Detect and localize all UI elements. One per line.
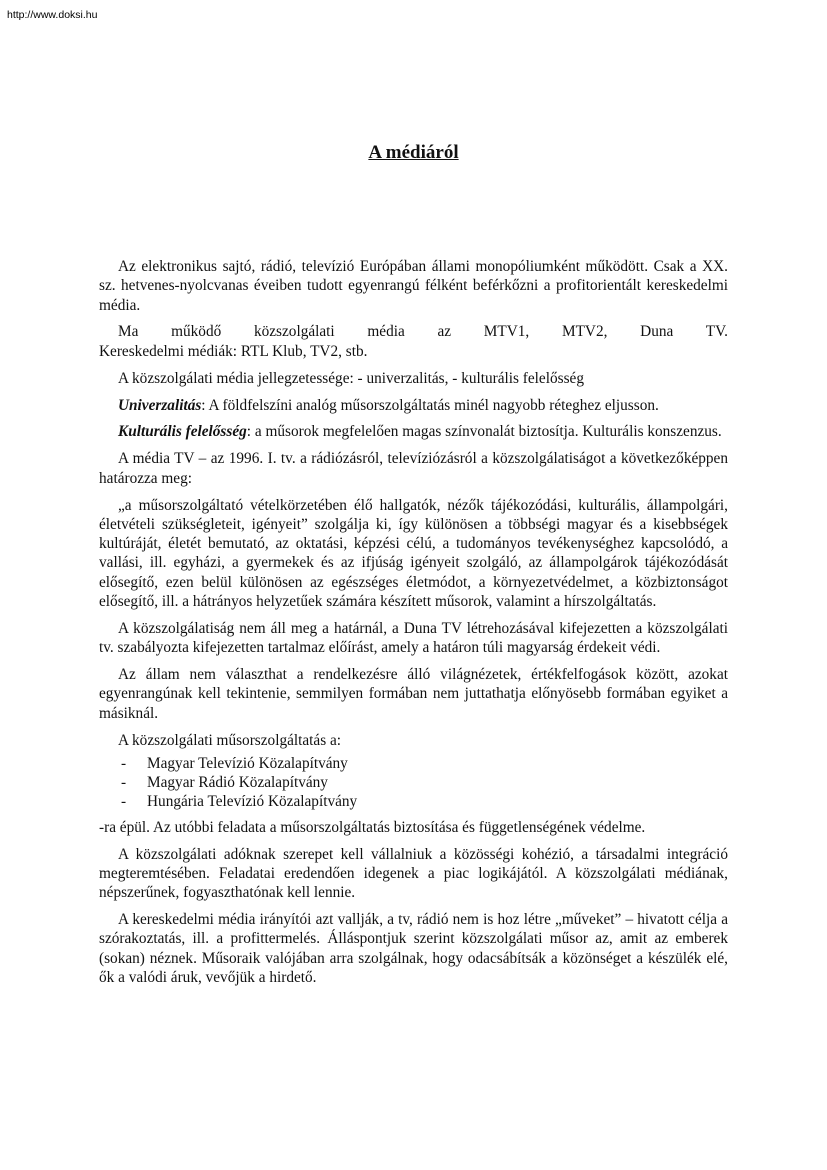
paragraph-law-definition: A média TV – az 1996. I. tv. a rádiózásról, televíziózásról a közszolgálatiságot a következőképpen határozza meg: bbox=[99, 450, 728, 487]
commercial-media-line: Kereskedelmi médiák: RTL Klub, TV2, stb. bbox=[99, 342, 368, 360]
foundation-list bbox=[99, 754, 728, 812]
paragraph-public-broadcasters: A közszolgálati adóknak szerepet kell vállalniuk a közösségi kohézió, a társadalmi integráció megteremtésében. Feladatai eredendően idegenek a piac logikájától. A közszolgálati médiának, népszerűnek, fogyaszthatónak kell lennie. bbox=[99, 845, 728, 902]
paragraph-state-neutrality: Az állam nem választhat a rendelkezésre álló világnézetek, értékfelfogások között, azokat egyenrangúnak kell tekintenie, semmilyen formában nem juttathatja előnyösebb formában egyiket a másiknál. bbox=[99, 666, 728, 722]
term-universality: Univerzalitás bbox=[118, 396, 202, 414]
paragraph-universality bbox=[99, 396, 728, 415]
list-item-text: Hungária Televízió Közalapítvány bbox=[147, 793, 358, 811]
cultural-responsibility-definition: : a műsorok megfelelően magas színvonalát biztosítja. Kulturális konszenzus. bbox=[246, 423, 722, 441]
paragraph-law-quote: „a műsorszolgáltató vételkörzetében élő hallgatók, nézők tájékozódási, kulturális, állampolgári, életvételi szükségleteit, igényeit” szolgálja ki, így különösen a többségi magyar és a kisebbségek kultúráját, életét bemutató, az oktatási, képzési célú, a tudományos tevékenységhez kapcsolódó, a vallási, ill. egyházi, a gyermekek és az ifjúság igényeit szolgáló, az állampolgárok tájékozódását elősegítő, ezen belül különösen az egészséges életmódot, a környezetvédelmet, a közbiztonságot elősegítő, ill. a hátrányos helyzetűek számára készített műsorok, valamint a hírszolgáltatás. bbox=[99, 496, 728, 611]
page-title: A médiáról bbox=[368, 142, 459, 163]
public-media-line: Ma működő közszolgálati média az MTV1, MTV2, Duna TV. bbox=[118, 323, 728, 341]
universality-definition: : A földfelszíni analóg műsorszolgáltatás minél nagyobb réteghez eljusson. bbox=[201, 396, 659, 414]
list-item bbox=[121, 773, 728, 792]
paragraph-border: A közszolgálatiság nem áll meg a határnál, a Duna TV létrehozásával kifejezetten a közszolgálati tv. szabályozta kifejezetten tartalmaz előírást, amely a határon túli magyarság érdekeit védi. bbox=[99, 619, 728, 657]
document-body bbox=[99, 257, 728, 995]
paragraph-cultural-responsibility bbox=[99, 422, 728, 441]
paragraph-service-providers: A közszolgálati műsorszolgáltatás a: bbox=[118, 731, 342, 749]
list-item bbox=[121, 792, 728, 811]
list-item-text: Magyar Televízió Közalapítvány bbox=[147, 754, 348, 772]
paragraph-commercial-media: A kereskedelmi média irányítói azt vallják, a tv, rádió nem is hoz létre „műveket” – hivatott célja a szórakoztatás, ill. a profittermelés. Álláspontjuk szerint közszolgálati műsor az, amit az emberek (sokan) néznek. Műsoraik valójában arra szolgálnak, hogy odacsábítsák a közönséget a készülék elé, ők a valódi áruk, vevőjük a hirdető. bbox=[99, 911, 728, 987]
list-item bbox=[121, 754, 728, 773]
term-cultural-responsibility: Kulturális felelősség bbox=[118, 423, 247, 441]
dash-bullet: - bbox=[121, 774, 127, 792]
paragraph-intro: Az elektronikus sajtó, rádió, televízió Európában állami monopóliumként működött. Csak a XX. sz. hetvenes-nyolcvanas éveiben tudott egyenrangú félként beférkőzni a profitorientált kereskedelmi média. bbox=[99, 258, 728, 314]
dash-bullet: - bbox=[121, 754, 127, 772]
list-item-text: Magyar Rádió Közalapítvány bbox=[147, 774, 328, 792]
dash-bullet: - bbox=[121, 793, 127, 811]
source-url[interactable]: http://www.doksi.hu bbox=[7, 9, 98, 21]
paragraph-characteristics: A közszolgálati média jellegzetessége: - univerzalitás, - kulturális felelősség bbox=[118, 369, 584, 387]
paragraph-public-media bbox=[99, 322, 728, 361]
paragraph-foundation-purpose: -ra épül. Az utóbbi feladata a műsorszolgáltatás biztosítása és függetlenségének védelme. bbox=[99, 818, 646, 836]
